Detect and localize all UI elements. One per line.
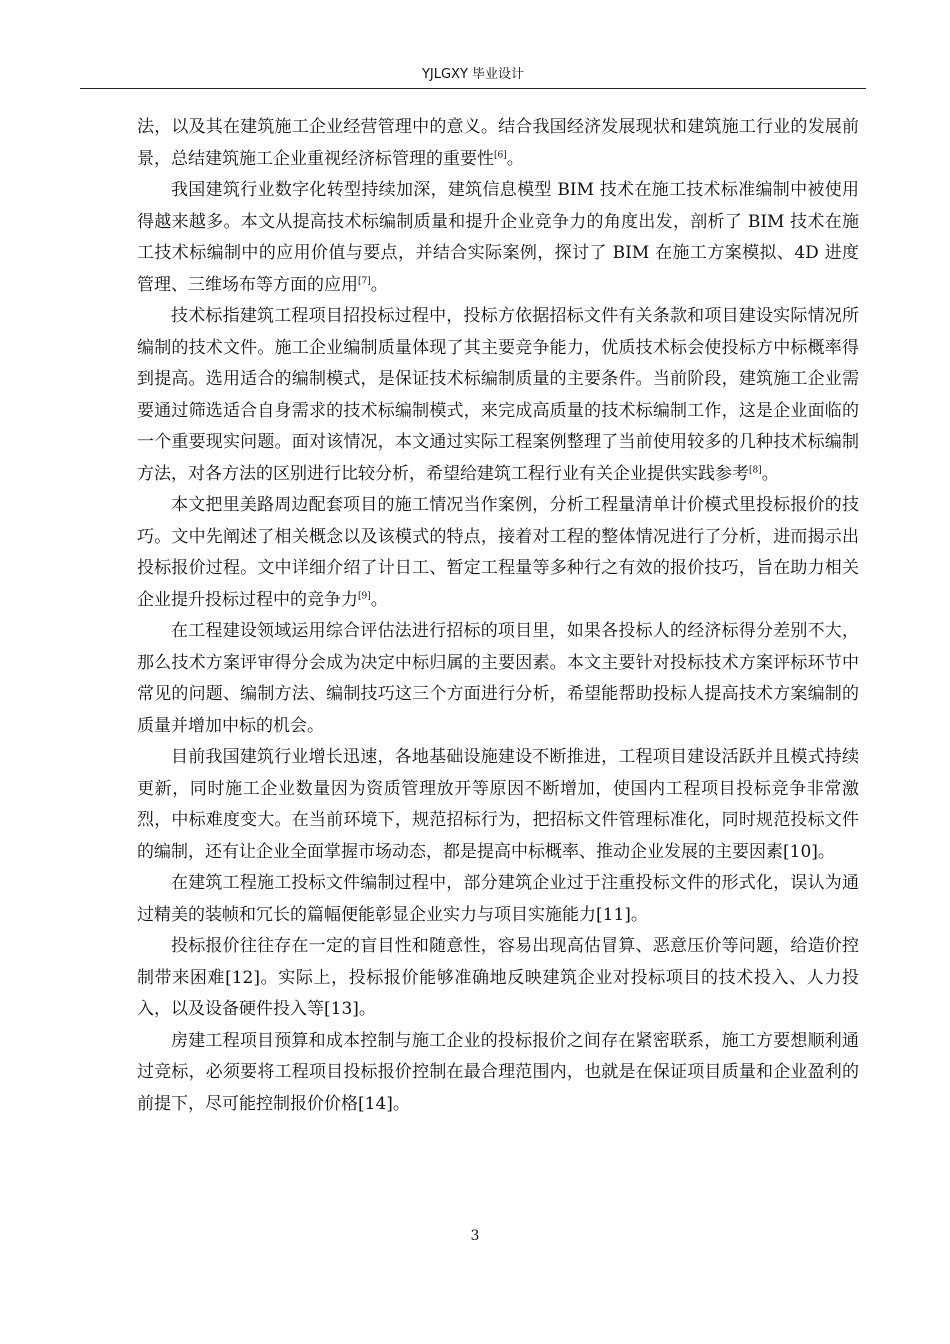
paragraph-tail: 。 xyxy=(506,148,524,169)
paragraph-tail: 。 xyxy=(761,463,779,484)
paragraph-8 xyxy=(137,931,859,1026)
paragraph-text: 在建筑工程施工投标文件编制过程中，部分建筑企业过于注重投标文件的形式化，误认为通过精美的装帧和冗长的篇幅便能彰显企业实力与项目实施能力[11]。 xyxy=(137,873,859,925)
paragraph-6 xyxy=(137,742,859,868)
body-text xyxy=(137,112,859,1120)
paragraph-2 xyxy=(137,175,859,301)
paragraph-tail: 。 xyxy=(370,589,388,610)
paragraph-text: 本文把里美路周边配套项目的施工情况当作案例，分析工程量清单计价模式里投标报价的技巧。文中先阐述了相关概念以及该模式的特点，接着对工程的整体情况进行了分析，进而揭示出投标报价过程。文中详细介绍了计日工、暂定工程量等多种行之有效的报价技巧，旨在助力相关企业提升投标过程中的竞争力 xyxy=(137,495,859,610)
paragraph-7 xyxy=(137,868,859,931)
paragraph-tail: 。 xyxy=(370,274,388,295)
citation-sup: [9] xyxy=(358,590,371,601)
paragraph-text: 投标报价往往存在一定的盲目性和随意性，容易出现高估冒算、恶意压价等问题，给造价控制带来困难[12]。实际上，投标报价能够准确地反映建筑企业对投标项目的技术投入、人力投入，以及设备硬件投入等[13]。 xyxy=(137,936,859,1019)
paragraph-1 xyxy=(137,112,859,175)
paragraph-text: 在工程建设领域运用综合评估法进行招标的项目里，如果各投标人的经济标得分差别不大，那么技术方案评审得分会成为决定中标归属的主要因素。本文主要针对投标技术方案评标环节中常见的问题、编制方法、编制技巧这三个方面进行分析，希望能帮助投标人提高技术方案编制的质量并增加中标的机会。 xyxy=(137,621,859,736)
paragraph-text: 技术标指建筑工程项目招投标过程中，投标方依据招标文件有关条款和项目建设实际情况所编制的技术文件。施工企业编制质量体现了其主要竞争能力，优质技术标会使投标方中标概率得到提高。选用适合的编制模式，是保证技术标编制质量的主要条件。当前阶段，建筑施工企业需要通过筛选适合自身需求的技术标编制模式，来完成高质量的技术标编制工作，这是企业面临的一个重要现实问题。面对该情况，本文通过实际工程案例整理了当前使用较多的几种技术标编制方法，对各方法的区别进行比较分析，希望给建筑工程行业有关企业提供实践参考 xyxy=(137,306,859,484)
citation-sup: [6] xyxy=(494,149,507,160)
paragraph-9 xyxy=(137,1026,859,1121)
paragraph-5 xyxy=(137,616,859,742)
paragraph-text: 目前我国建筑行业增长迅速，各地基础设施建设不断推进，工程项目建设活跃并且模式持续更新，同时施工企业数量因为资质管理放开等原因不断增加，使国内工程项目投标竞争非常激烈，中标难度变大。在当前环境下，规范招标行为，把招标文件管理标准化，同时规范投标文件的编制，还有让企业全面掌握市场动态，都是提高中标概率、推动企业发展的主要因素[10]。 xyxy=(137,747,859,862)
paragraph-text: 法，以及其在建筑施工企业经营管理中的意义。结合我国经济发展现状和建筑施工行业的发展前景，总结建筑施工企业重视经济标管理的重要性 xyxy=(137,117,859,169)
page-number: 3 xyxy=(470,1228,480,1244)
citation-sup: [8] xyxy=(749,464,762,475)
paragraph-text: 我国建筑行业数字化转型持续加深，建筑信息模型 BIM 技术在施工技术标准编制中被使用得越来越多。本文从提高技术标编制质量和提升企业竞争力的角度出发，剖析了 BIM 技术在施工技术标编制中的应用价值与要点，并结合实际案例，探讨了 BIM 在施工方案模拟、4D 进度管理、三维场布等方面的应用 xyxy=(137,180,859,295)
page-header: YJLGXY 毕业设计 xyxy=(80,64,866,89)
paragraph-3 xyxy=(137,301,859,490)
paragraph-text: 房建工程项目预算和成本控制与施工企业的投标报价之间存在紧密联系，施工方要想顺利通过竞标，必须要将工程项目投标报价控制在最合理范围内，也就是在保证项目质量和企业盈利的前提下，尽可能控制报价价格[14]。 xyxy=(137,1030,859,1114)
citation-sup: [7] xyxy=(358,275,371,286)
paragraph-4 xyxy=(137,490,859,616)
